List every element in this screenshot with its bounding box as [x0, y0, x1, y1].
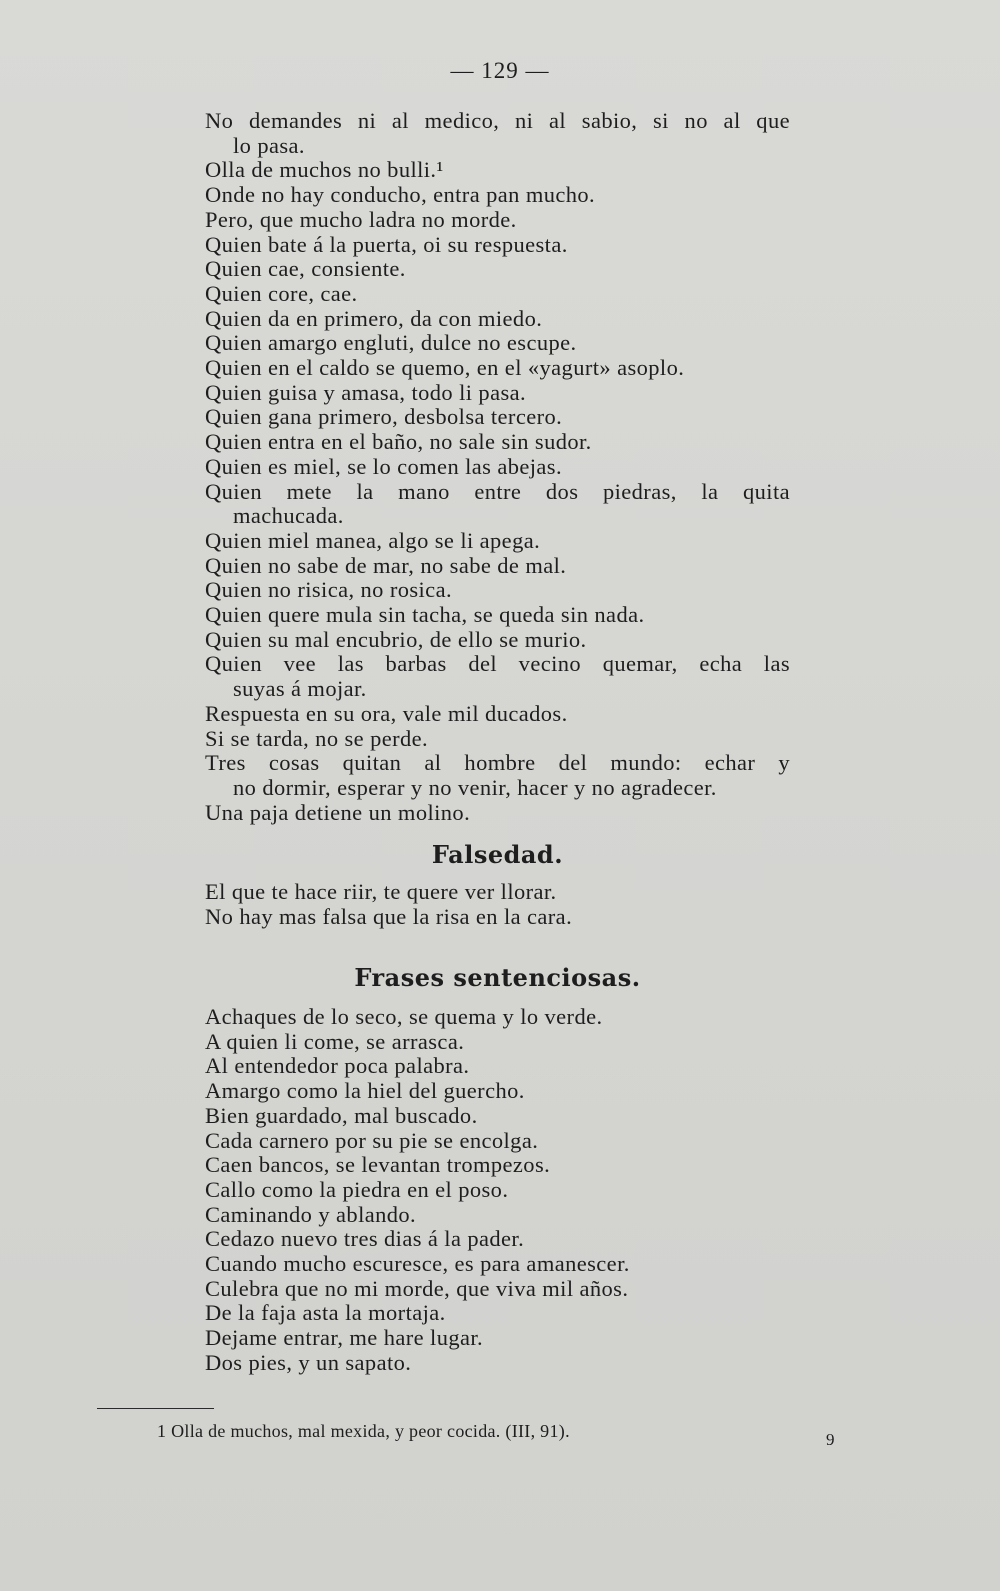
text-line: machucada.	[233, 503, 344, 529]
footnote: 1 Olla de muchos, mal mexida, y peor cocida. (III, 91).	[157, 1421, 570, 1441]
text-line: Amargo como la hiel del guercho.	[205, 1078, 525, 1104]
text-line: Callo como la piedra en el poso.	[205, 1176, 509, 1202]
falsedad-block	[205, 880, 790, 929]
text-line: Quien vee las barbas del vecino quemar, echa las	[205, 651, 790, 677]
section-heading-frases: Frases sentenciosas.	[354, 963, 641, 992]
text-line: Culebra que no mi morde, que viva mil años.	[205, 1275, 629, 1301]
section-heading-falsedad: Falsedad.	[431, 840, 564, 869]
text-line: Quien mete la mano entre dos piedras, la quita	[205, 478, 790, 504]
text-line: Al entendedor poca palabra.	[205, 1053, 470, 1079]
text-line: Olla de muchos no bulli.¹	[205, 157, 444, 183]
text-line: Respuesta en su ora, vale mil ducados.	[205, 700, 568, 726]
text-line: Quien bate á la puerta, oi su respuesta.	[205, 231, 568, 257]
text-line: Quien quere mula sin tacha, se queda sin nada.	[205, 602, 645, 628]
text-line: A quien li come, se arrasca.	[205, 1028, 465, 1054]
text-line: Quien gana primero, desbolsa tercero.	[205, 404, 563, 430]
text-line: El que te hace riir, te quere ver llorar.	[205, 879, 557, 904]
text-line: Quien miel manea, algo se li apega.	[205, 527, 541, 553]
text-line: Tres cosas quitan al hombre del mundo: echar y	[205, 750, 790, 776]
text-line: De la faja asta la mortaja.	[205, 1300, 446, 1326]
text-line: Cada carnero por su pie se encolga.	[205, 1127, 539, 1153]
text-line: Quien no risica, no rosica.	[205, 577, 452, 603]
text-line: Caminando y ablando.	[205, 1201, 417, 1227]
text-line: Achaques de lo seco, se quema y lo verde.	[205, 1004, 603, 1029]
proverbs-block	[205, 109, 790, 825]
text-line: no dormir, esperar y no venir, hacer y no agradecer.	[233, 774, 717, 800]
text-line: Dos pies, y un sapato.	[205, 1349, 412, 1375]
text-line: Quien no sabe de mar, no sabe de mal.	[205, 552, 567, 578]
text-line: Una paja detiene un molino.	[205, 799, 471, 825]
text-line: Pero, que mucho ladra no morde.	[205, 206, 517, 232]
footnote-divider	[97, 1408, 214, 1409]
frases-block	[205, 1005, 790, 1376]
text-line: Onde no hay conducho, entra pan mucho.	[205, 182, 596, 208]
text-line: Quien es miel, se lo comen las abejas.	[205, 453, 562, 479]
text-line: Quien amargo engluti, dulce no escupe.	[205, 330, 577, 356]
text-line: Quien entra en el baño, no sale sin sudor.	[205, 429, 592, 455]
page-number: — 129 —	[450, 58, 550, 83]
text-line: Dejame entrar, me hare lugar.	[205, 1325, 484, 1351]
text-line: Cuando mucho escuresce, es para amanescer.	[205, 1251, 630, 1277]
text-line: Si se tarda, no se perde.	[205, 725, 429, 751]
text-line: Quien cae, consiente.	[205, 256, 406, 282]
text-line: Caen bancos, se levantan trompezos.	[205, 1152, 551, 1178]
text-line: Bien guardado, mal buscado.	[205, 1102, 478, 1128]
text-line: Quien da en primero, da con miedo.	[205, 305, 543, 331]
text-line: Quien guisa y amasa, todo li pasa.	[205, 379, 527, 405]
text-line: Quien core, cae.	[205, 280, 358, 306]
text-line: suyas á mojar.	[233, 676, 367, 702]
text-line: Cedazo nuevo tres dias á la pader.	[205, 1226, 525, 1252]
text-line: Quien en el caldo se quemo, en el «yagurt» asoplo.	[205, 355, 685, 381]
signature-mark: 9	[826, 1430, 835, 1449]
text-line: lo pasa.	[233, 132, 305, 158]
text-line: No demandes ni al medico, ni al sabio, si no al que	[205, 108, 790, 133]
text-line: No hay mas falsa que la risa en la cara.	[205, 903, 573, 929]
text-line: Quien su mal encubrio, de ello se murio.	[205, 626, 587, 652]
